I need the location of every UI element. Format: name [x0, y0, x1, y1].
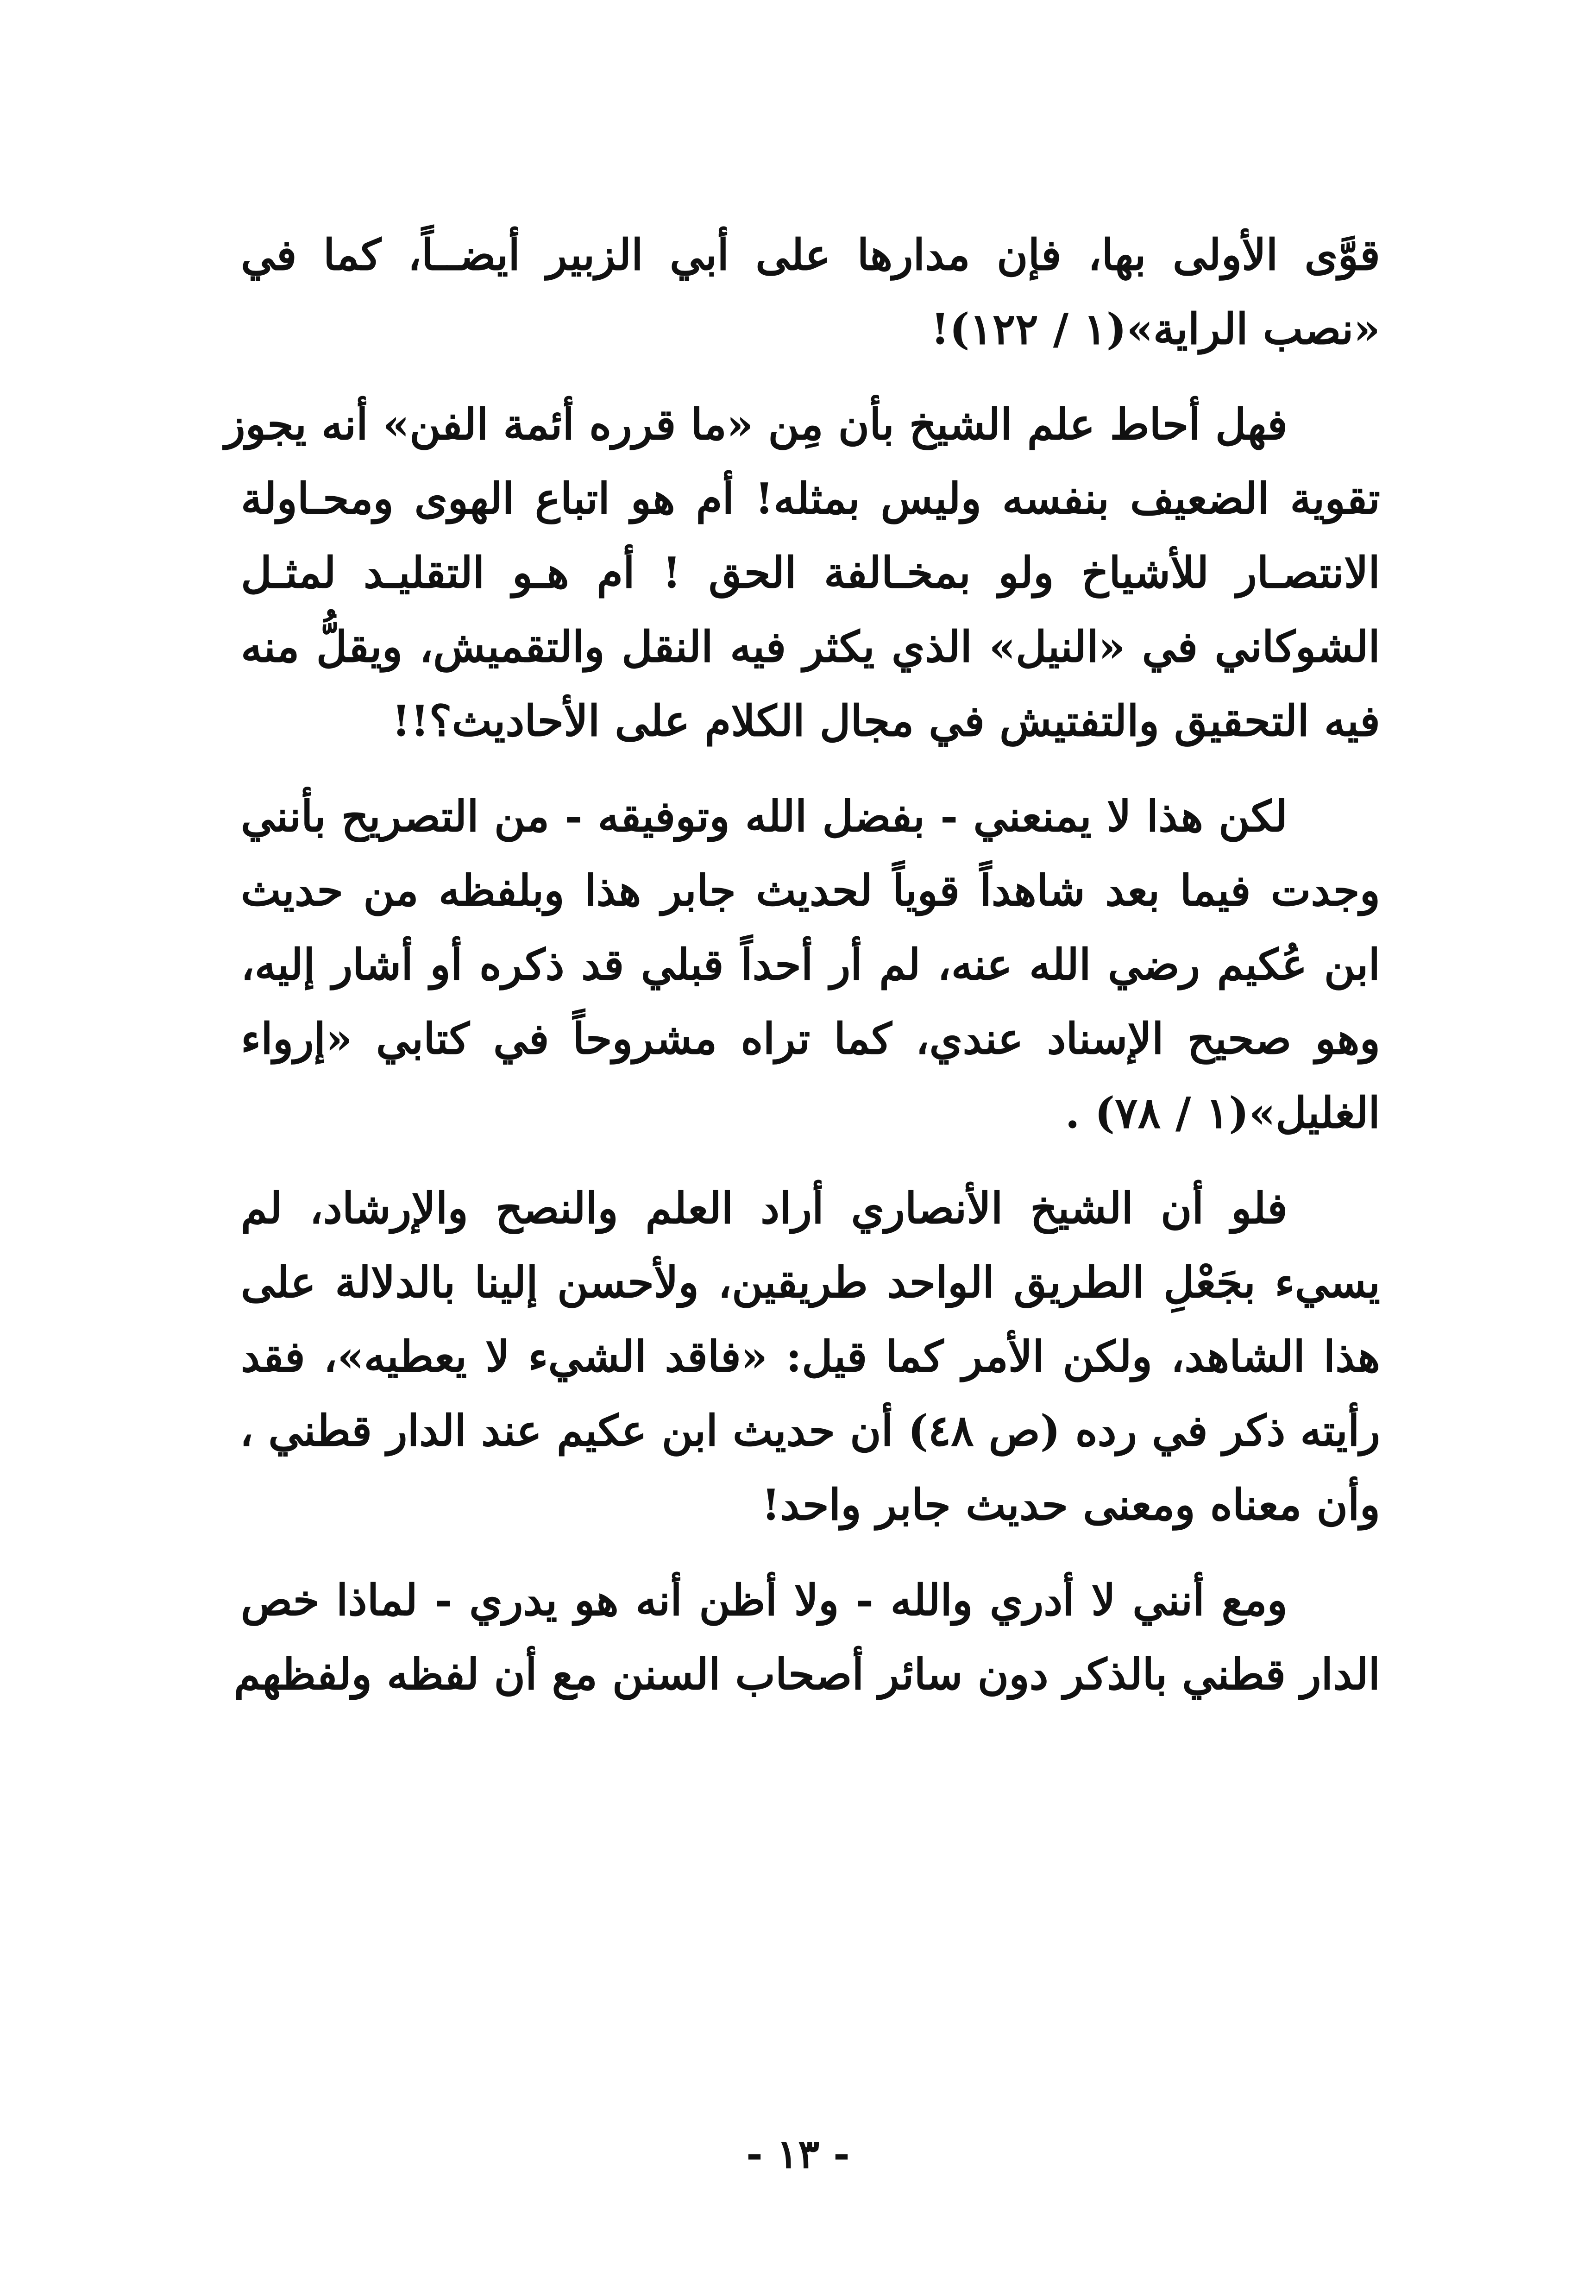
text-line: ابن عُكيم رضي الله عنه، لم أر أحداً قبلي قد ذكره أو أشار إليه،	[241, 940, 1380, 990]
page-text-body	[225, 218, 1381, 1733]
text-line: الغليل»(١ / ٧٨) .	[1065, 1088, 1380, 1138]
paragraph-1	[241, 218, 1380, 366]
text-line: هذا الشاهد، ولكن الأمر كما قيل: «فاقد الشيء لا يعطيه»، فقد	[241, 1331, 1381, 1381]
page-number: - ١٣ -	[746, 2131, 850, 2177]
text-line: وأن معناه ومعنى حديث جابر واحد!	[761, 1480, 1380, 1530]
text-line: ومع أنني لا أدري والله - ولا أظن أنه هو يدري - لماذا خص	[241, 1575, 1288, 1625]
text-line: الدار قطني بالذكر دون سائر أصحاب السنن مع أن لفظه ولفظهم	[233, 1649, 1380, 1699]
paragraph-5	[233, 1563, 1380, 1711]
text-line: يسيء بجَعْلِ الطريق الواحد طريقين، ولأحسن إلينا بالدلالة على	[241, 1257, 1380, 1307]
text-line: وهو صحيح الإسناد عندي، كما تراه مشروحاً في كتابي «إرواء	[241, 1014, 1380, 1064]
text-line: «نصب الراية»(١ / ١٢٢)!	[930, 304, 1380, 354]
text-line: تقوية الضعيف بنفسه وليس بمثله! أم هو اتباع الهوى ومحـاولة	[241, 473, 1380, 524]
text-line: فهل أحاط علم الشيخ بأن مِن «ما قرره أئمة الفن» أنه يجوز	[225, 399, 1288, 449]
text-line: وجدت فيما بعد شاهداً قوياً لحديث جابر هذا وبلفظه من حديث	[241, 865, 1380, 915]
paragraph-3	[241, 779, 1380, 1150]
text-line: لكن هذا لا يمنعني - بفضل الله وتوفيقه - من التصريح بأنني	[241, 791, 1288, 841]
text-line: رأيته ذكر في رده (ص ٤٨) أن حديث ابن عكيم عند الدار قطني ،	[239, 1406, 1380, 1456]
paragraph-2	[225, 387, 1380, 758]
text-line: قوَّى الأولى بها، فإن مدارها على أبي الزبير أيضــاً، كما في	[241, 230, 1380, 280]
text-line: الانتصـار للأشياخ ولو بمخـالفة الحق ! أم هـو التقليـد لمثـل	[241, 548, 1380, 598]
text-line: فيه التحقيق والتفتيش في مجال الكلام على الأحاديث؟!!	[391, 696, 1380, 746]
text-line: فلو أن الشيخ الأنصاري أراد العلم والنصح والإرشاد، لم	[241, 1183, 1288, 1233]
text-line: الشوكاني في «النيل» الذي يكثر فيه النقل والتقميش، ويقلُّ منه	[241, 622, 1380, 672]
paragraph-4	[241, 1171, 1380, 1542]
